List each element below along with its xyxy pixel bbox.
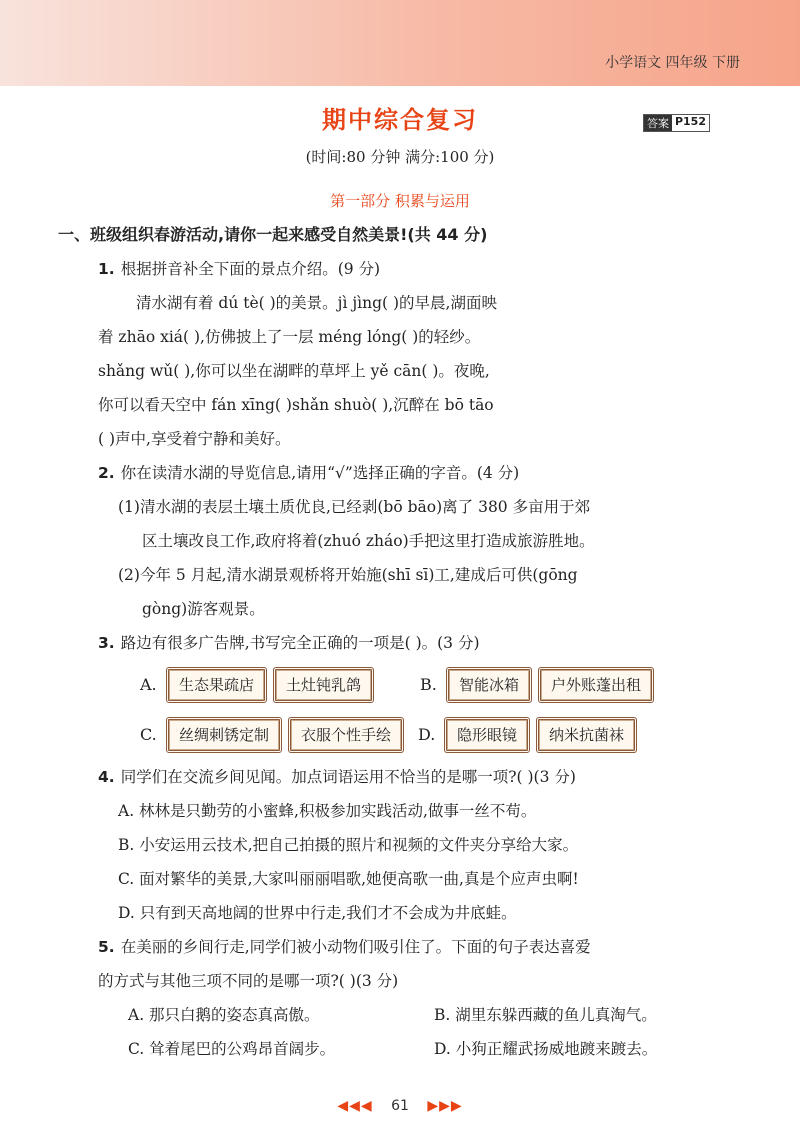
sign-board: 纳米抗菌袜 — [536, 717, 637, 753]
q5-options — [128, 998, 740, 1032]
footer — [0, 1098, 800, 1114]
question-text: 在美丽的乡间行走,同学们被小动物们吸引住了。下面的句子表达喜爱 — [120, 938, 591, 956]
option-label: D. — [418, 725, 436, 744]
sign-board: 隐形眼镜 — [444, 717, 530, 753]
question-number: 2. — [98, 464, 115, 482]
sign-board: 户外账蓬出租 — [538, 667, 654, 703]
question-text: 根据拼音补全下面的景点介绍。(9 分) — [120, 260, 381, 278]
q4-option: C. 面对繁华的美景,大家叫丽丽唱歌,她便高歌一曲,真是个应声虫啊! — [118, 870, 579, 888]
question-number: 5. — [98, 938, 115, 956]
sign-board: 衣服个性手绘 — [288, 717, 404, 753]
section-title: 一、班级组织春游活动,请你一起来感受自然美景!(共 44 分) — [58, 225, 488, 244]
question-text: 路边有很多广告牌,书写完全正确的一项是( )。(3 分) — [120, 634, 480, 652]
answer-tag — [643, 114, 710, 132]
answer-page: P152 — [674, 115, 706, 128]
sign-row — [140, 660, 740, 710]
header-band — [0, 0, 800, 86]
q2-line: (1)清水湖的表层土壤土质优良,已经剥(bō bāo)离了 380 多亩用于郊 — [118, 498, 591, 516]
part-heading: 第一部分 积累与运用 — [330, 192, 470, 210]
arrow-left-icon: ◀◀◀ — [337, 1098, 373, 1114]
q4-option: D. 只有到天高地阔的世界中行走,我们才不会成为井底蛙。 — [118, 904, 517, 922]
sign-board: 生态果疏店 — [166, 667, 267, 703]
q1-line: 你可以看天空中 fán xīng( )shǎn shuò( ),沉醉在 bō tāo — [98, 396, 494, 414]
question-number: 3. — [98, 634, 115, 652]
time-info: (时间:80 分钟 满分:100 分) — [305, 148, 495, 166]
q5-option: B. 湖里东躲西藏的鱼儿真淘气。 — [434, 1006, 657, 1024]
q5-options — [128, 1032, 740, 1066]
q1-line: ( )声中,享受着宁静和美好。 — [98, 430, 291, 448]
question-text: 同学们在交流乡间见闻。加点词语运用不恰当的是哪一项?( )(3 分) — [120, 768, 576, 786]
question-text: 你在读清水湖的导览信息,请用“√”选择正确的字音。(4 分) — [120, 464, 520, 482]
q2-line: (2)今年 5 月起,清水湖景观桥将开始施(shī sī)工,建成后可供(gōng — [118, 566, 578, 584]
q2-line: 区土壤改良工作,政府将着(zhuó zháo)手把这里打造成旅游胜地。 — [142, 532, 595, 550]
option-label: C. — [140, 725, 157, 744]
option-label: A. — [140, 675, 157, 694]
q1-line: 着 zhāo xiá( ),仿佛披上了一层 méng lóng( )的轻纱。 — [98, 328, 481, 346]
content — [60, 218, 740, 1066]
q4-option: A. 林林是只勤劳的小蜜蜂,积极参加实践活动,做事一丝不苟。 — [118, 802, 537, 820]
q5-option: A. 那只白鹅的姿态真高傲。 — [128, 1006, 320, 1024]
answer-label: 答案 — [644, 115, 672, 131]
question-5 — [98, 930, 740, 964]
q1-line: 清水湖有着 dú tè( )的美景。jì jìng( )的早晨,湖面映 — [136, 294, 497, 312]
sign-board: 土灶钝乳鸽 — [273, 667, 374, 703]
q4-option: B. 小安运用云技术,把自己拍摄的照片和视频的文件夹分享给大家。 — [118, 836, 579, 854]
book-label: 小学语文 四年级 下册 — [605, 55, 740, 71]
question-text-cont: 的方式与其他三项不同的是哪一项?( )(3 分) — [98, 972, 399, 990]
question-1 — [98, 252, 740, 286]
page-number: 61 — [391, 1098, 409, 1114]
arrow-right-icon: ▶▶▶ — [427, 1098, 463, 1114]
page — [0, 86, 800, 1132]
question-number: 4. — [98, 768, 115, 786]
question-2 — [98, 456, 740, 490]
page-title: 期中综合复习 — [322, 106, 478, 134]
sign-board: 智能冰箱 — [446, 667, 532, 703]
option-label: B. — [420, 675, 437, 694]
q1-line: shǎng wǔ( ),你可以坐在湖畔的草坪上 yě cān( )。夜晚, — [98, 362, 490, 380]
question-number: 1. — [98, 260, 115, 278]
question-3 — [98, 626, 740, 660]
q2-line: gòng)游客观景。 — [142, 600, 265, 618]
question-4 — [98, 760, 740, 794]
q5-option: C. 耸着尾巴的公鸡昂首阔步。 — [128, 1040, 336, 1058]
sign-board: 丝绸刺锈定制 — [166, 717, 282, 753]
q5-option: D. 小狗正耀武扬威地踱来踱去。 — [434, 1040, 658, 1058]
sign-row — [140, 710, 740, 760]
